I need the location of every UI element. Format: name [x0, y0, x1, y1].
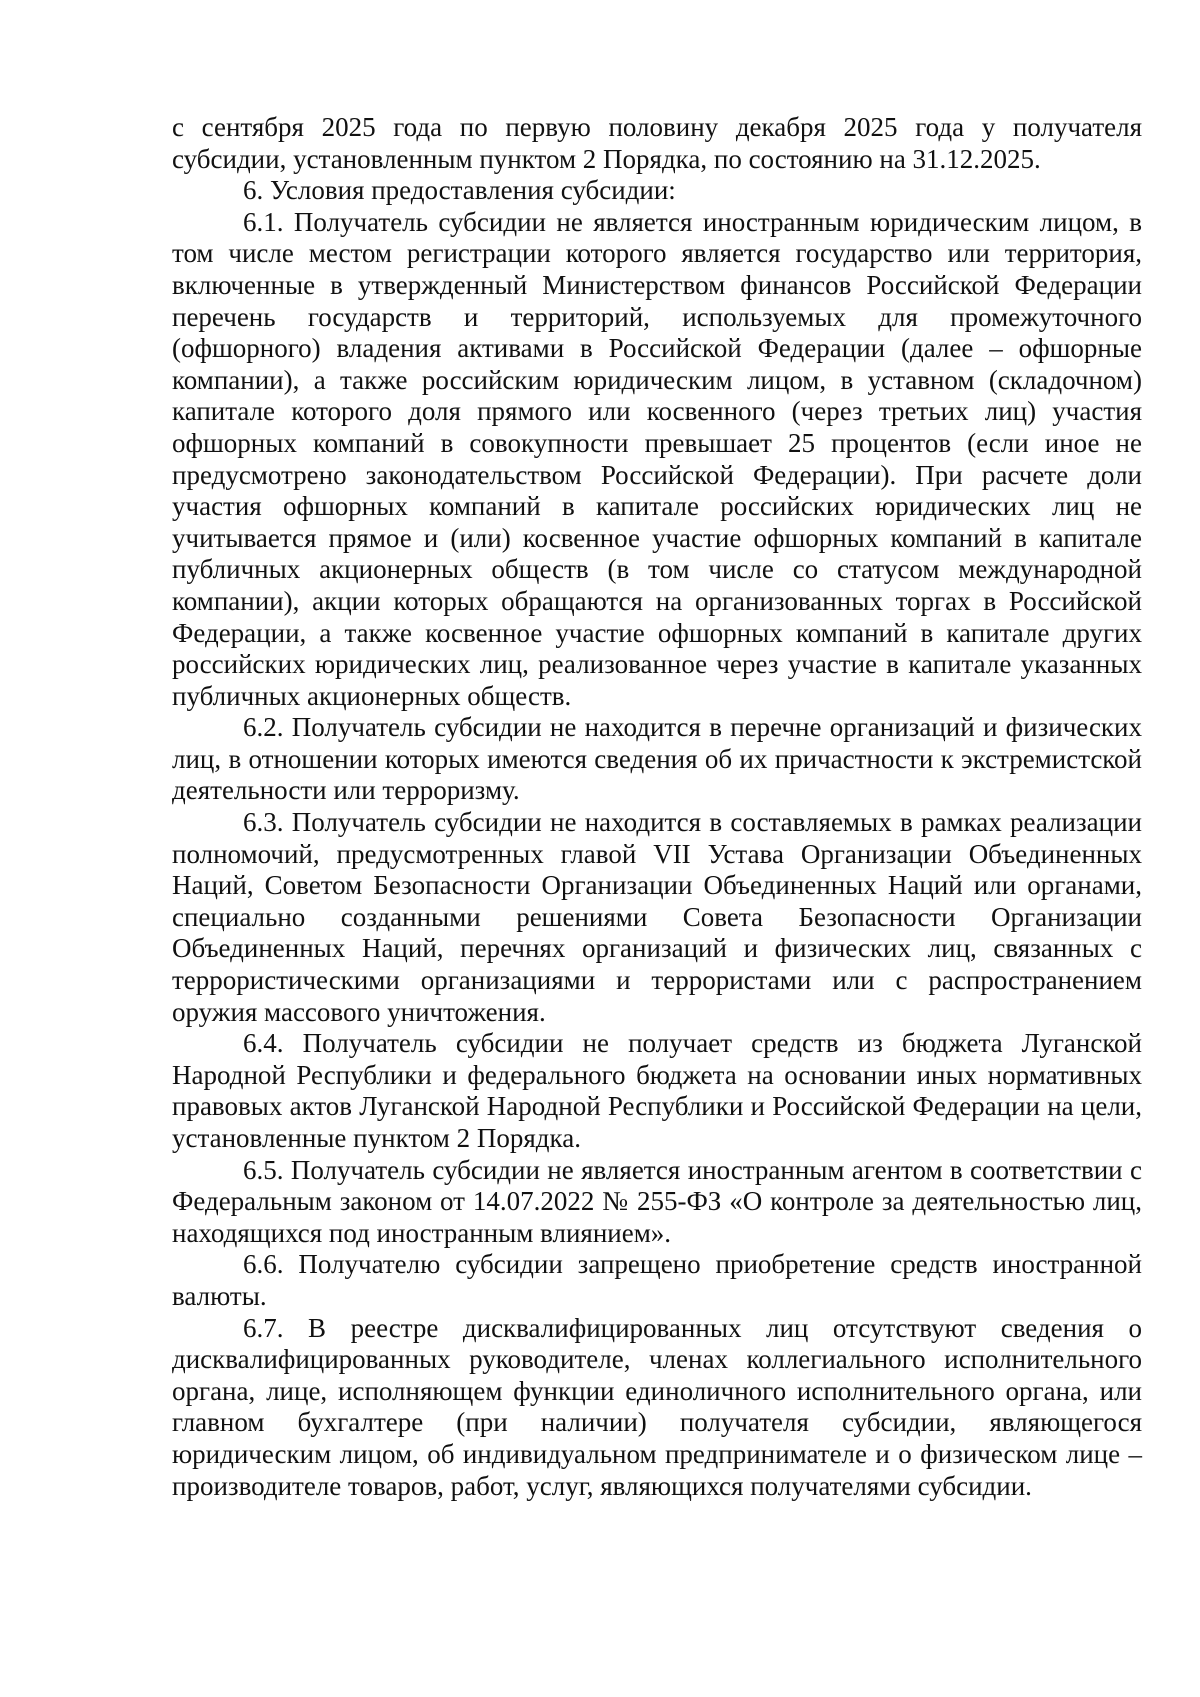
item-text: Получатель субсидии не является иностранным юридическим лицом, в том числе местом регистрации которого является государство или территория, включенные в утвержденный Министерством финансов Российской Федерации перечень государств и территорий, используемых для промежуточного (офшорного) владения активами в Российской Федерации (далее – офшорные компании), а также российским юридическим лицом, в уставном (складочном) капитале которого доля прямого или косвенного (через третьих лиц) участия офшорных компаний в совокупности превышает 25 процентов (если иное не предусмотрено законодательством Российской Федерации). При расчете доли участия офшорных компаний в капитале российских юридических лиц не учитывается прямое и (или) косвенное участие офшорных компаний в капитале публичных акционерных обществ (в том числе со статусом международной компании), акции которых обращаются на организованных торгах в Российской Федерации, а также косвенное участие офшорных компаний в капитале других российских юридических лиц, реализованное через участие в капитале указанных публичных акционерных обществ. [172, 206, 1143, 711]
item-number: 6.2. [243, 712, 284, 743]
condition-item-6-1 [172, 207, 1142, 713]
item-text: Получатель субсидии не является иностранным агентом в соответствии с Федеральным законом от 14.07.2022 № 255-ФЗ «О контроле за деятельностью лиц, находящихся под иностранным влиянием». [172, 1154, 1142, 1248]
item-text: Получатель субсидии не получает средств из бюджета Луганской Народной Республики и федерального бюджета на основании иных нормативных правовых актов Луганской Народной Республики и Российской Федерации на цели, установленные пунктом 2 Порядка. [172, 1028, 1143, 1153]
document-page [172, 112, 1142, 1502]
item-number: 6.3. [243, 807, 284, 838]
item-text: В реестре дисквалифицированных лиц отсутствуют сведения о дисквалифицированных руководителе, членах коллегиального исполнительного органа, лице, исполняющем функции единоличного исполнительного органа, или главном бухгалтере (при наличии) получателя субсидии, являющегося юридическим лицом, об индивидуальном предпринимателе и о физическом лице – производителе товаров, работ, услуг, являющихся получателями субсидии. [172, 1312, 1142, 1501]
section-heading: 6. Условия предоставления субсидии: [243, 175, 676, 206]
item-text: Получатель субсидии не находится в составляемых в рамках реализации полномочий, предусмотренных главой VII Устава Организации Объединенных Наций, Советом Безопасности Организации Объединенных Наций или органами, специально созданными решениями Совета Безопасности Организации Объединенных Наций, перечнях организаций и физических лиц, связанных с террористическими организациями и террористами или с распространением оружия массового уничтожения. [172, 807, 1143, 1027]
item-number: 6.6. [243, 1249, 284, 1280]
item-number: 6.1. [243, 206, 284, 237]
condition-item-6-4 [172, 1028, 1142, 1154]
continuation-paragraph: с сентября 2025 года по первую половину декабря 2025 года у получателя субсидии, установленным пунктом 2 Порядка, по состоянию на 31.12.2025. [172, 112, 1142, 174]
item-number: 6.4. [243, 1028, 284, 1059]
condition-item-6-3 [172, 807, 1142, 1028]
condition-item-6-2 [172, 712, 1142, 807]
item-text: Получателю субсидии запрещено приобретение средств иностранной валюты. [172, 1249, 1143, 1311]
condition-item-6-5 [172, 1155, 1142, 1250]
item-text: Получатель субсидии не находится в перечне организаций и физических лиц, в отношении которых имеются сведения об их причастности к экстремистской деятельности или терроризму. [172, 712, 1142, 806]
condition-item-6-7 [172, 1313, 1142, 1503]
item-number: 6.7. [243, 1312, 284, 1343]
item-number: 6.5. [243, 1154, 284, 1185]
condition-item-6-6 [172, 1249, 1142, 1312]
